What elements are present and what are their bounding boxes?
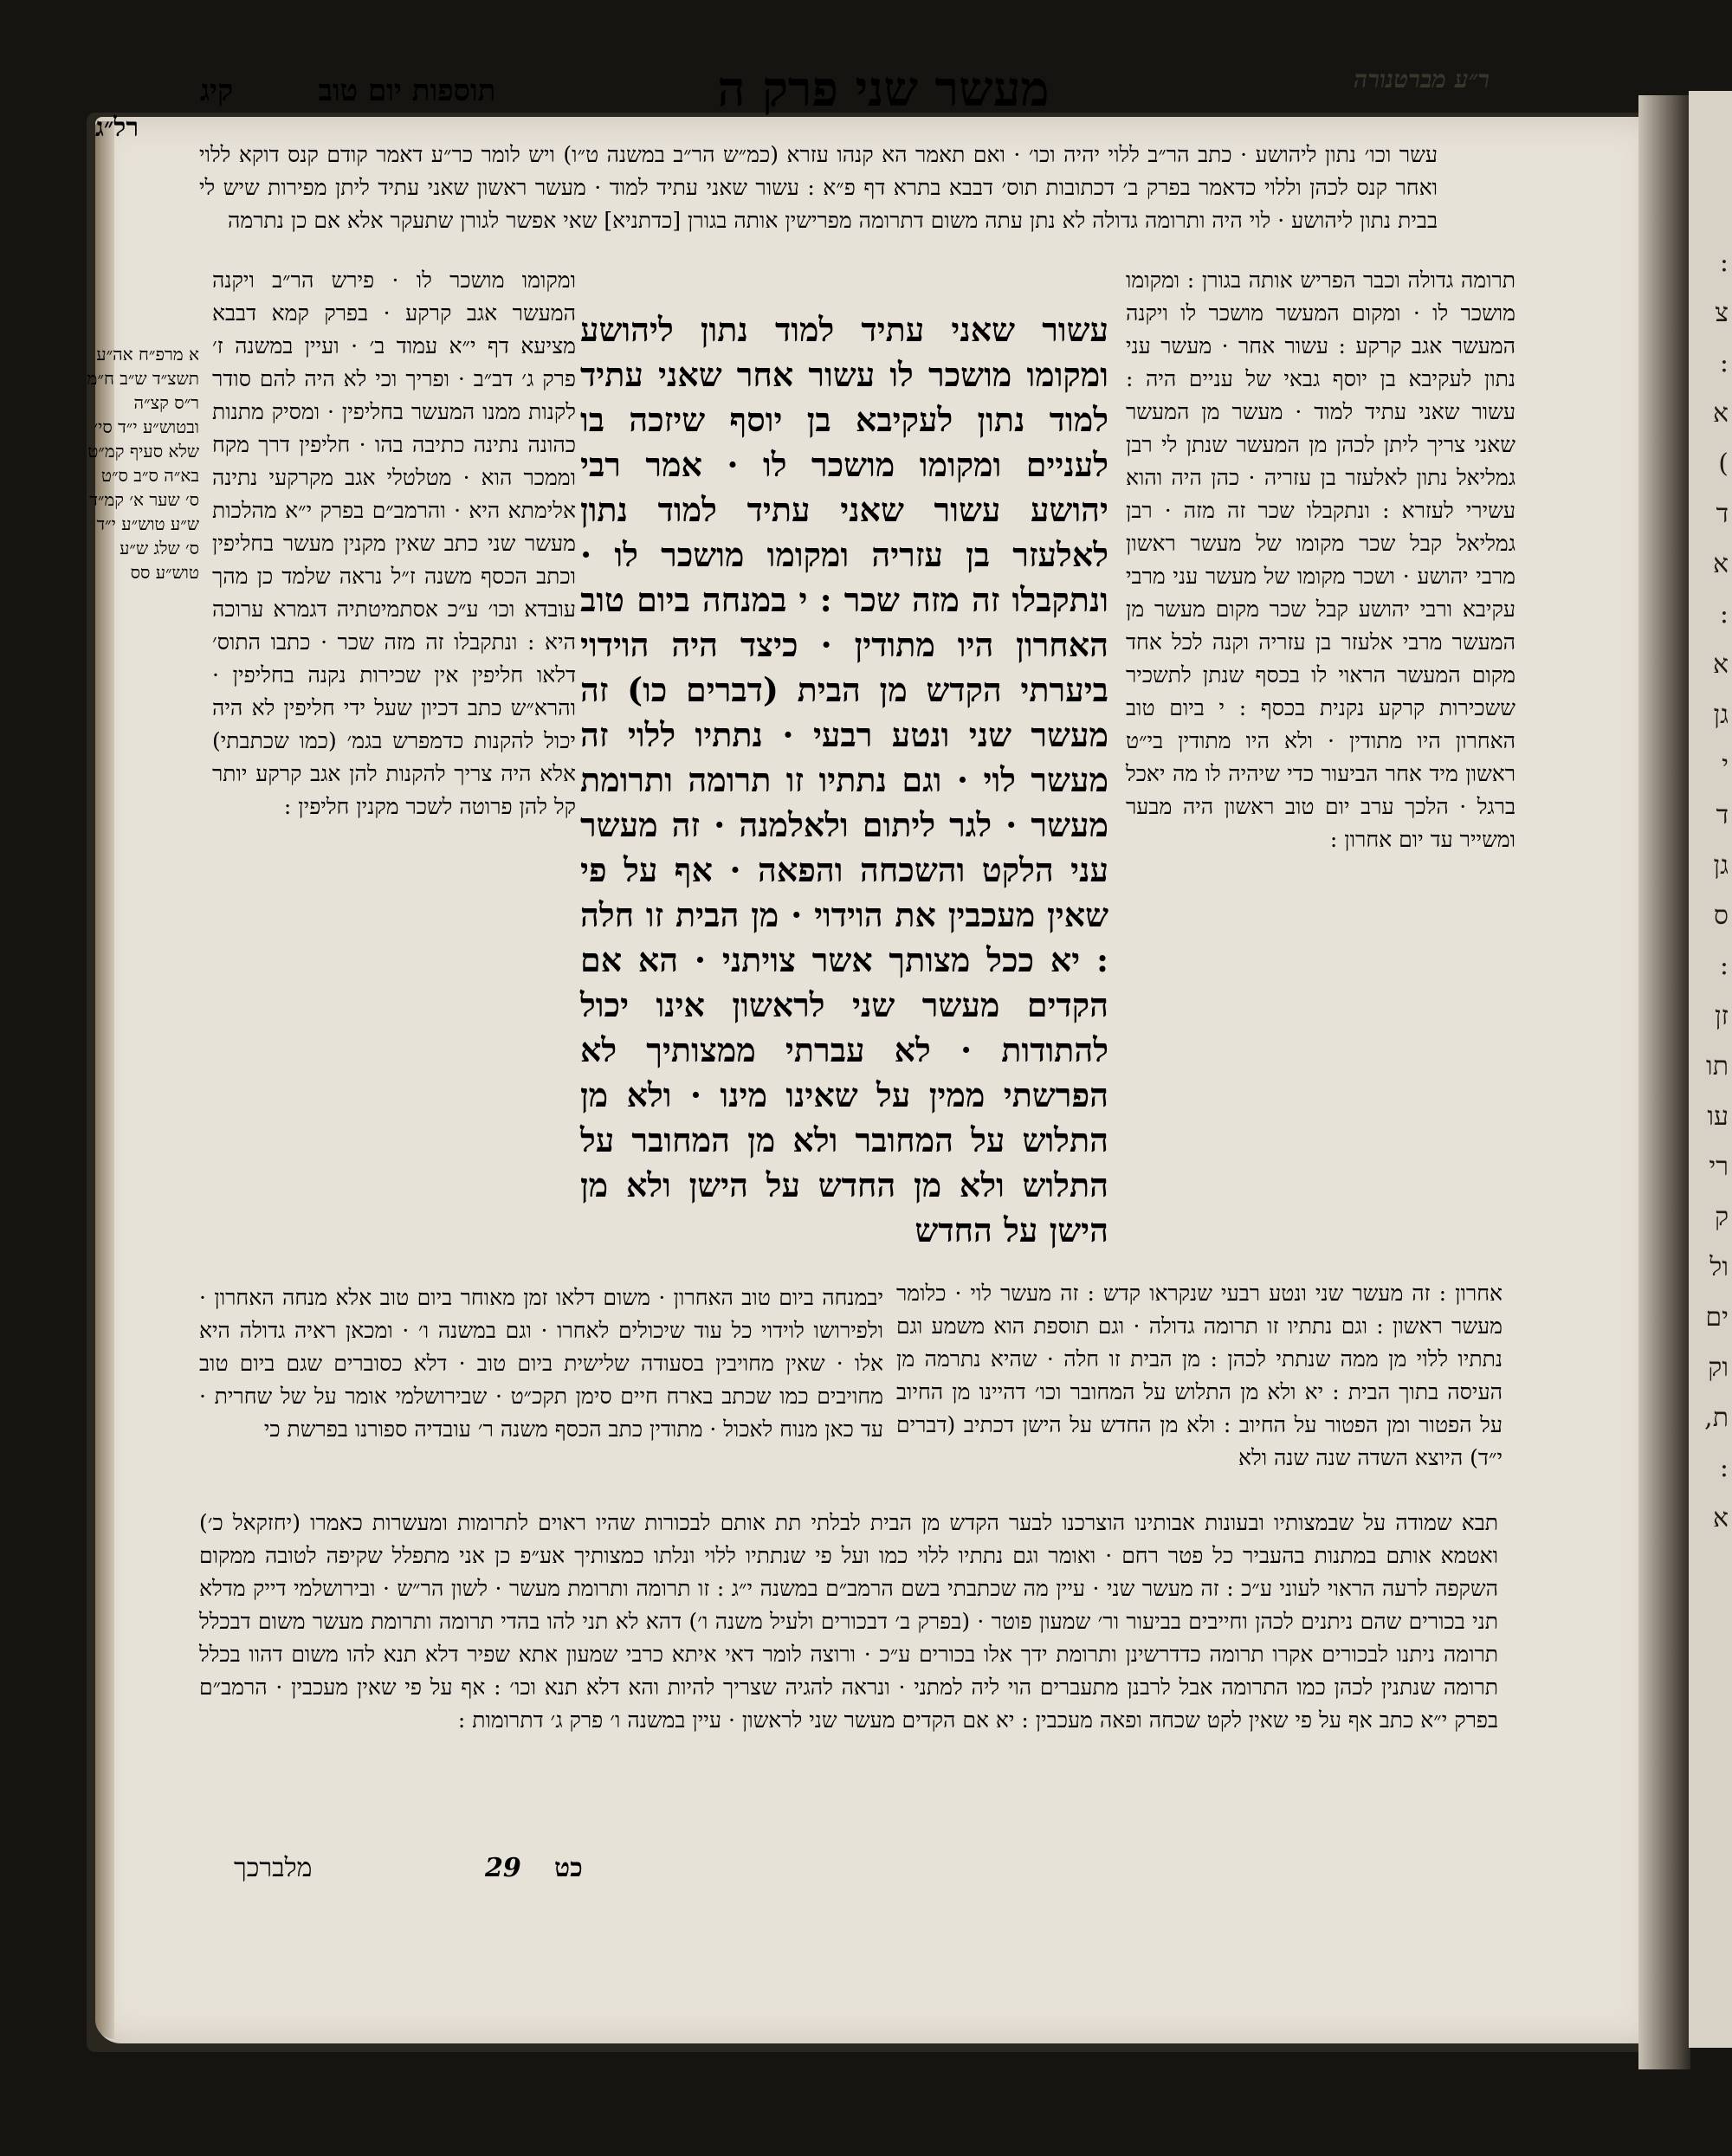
- catchword: מלברכך: [234, 1853, 313, 1883]
- tosafot-continuation: יבמנחה ביום טוב האחרון · משום דלאו זמן מאוחר ביום טוב אלא מנחה האחרון · ולפירושו לוידוי כל עוד שיכולים לאחרו · וגם במשנה ו׳ · ומכאן ראיה גדולה היא אלו · שאין מחויבין בסעודה שלישית ביום טוב · דלא כסוברים שגם ביום טוב מחויבים כמו שכתב בארח חיים סימן תקכ״ט · שבירושלמי אומר על של שחרית · עד כאן מנוח לאכול · מתודין כתב הכסף משנה ר׳ עובדיה ספורנו בפרשת כי: [199, 1285, 883, 1442]
- running-header-right: ר״ע מברטנורה: [1354, 65, 1490, 94]
- facing-page-edge: [1689, 91, 1732, 2048]
- signature-mark: כט: [554, 1853, 583, 1883]
- book-gutter: [1638, 95, 1690, 2069]
- bottom-commentary: תבא שמודה על שבמצותיו ובעונות אבותינו הוצרכנו לבער הקדש מן הבית לבלתי תת אותם לבכורות שהיו ראוים לתרומות ומעשרות כאמרו (יחזקאל כ׳) ואטמא אותם במתנות בהעביר כל פטר רחם · ואומר וגם נתתיו ללוי כמו ועל פי שנתתיו ללוי ונלתו כמצותיך אע״פ כן אני מתפלל שקיפה לטובה ממקום השקפה לרעה הראוי לעוני ע״כ : זה מעשר שני · עיין מה שכתבתי בשם הרמב״ם במשנה י״ג : זו תרומה ותרומת מעשר · לשון הר״ש · ובירושלמי דייק מדלא תני בכורים שהם ניתנים לכהן וחייבים בביעור ור׳ שמעון פוטר · (בפרק ב׳ דבכורים ולעיל משנה ו׳) דהא לא תני להו בהדי תרומה ותרומת מעשר משום דבכלל תרומה ניתנו לבכורים אקרו תרומה כדדרשינן ותרומת ידך אלו בכורים ע״כ · ורוצה לומר דאי איתא כרבי שמעון אתא שפיר דלא תנא להו משום דהוו בכלל תרומה שנתנין לכהן כמו התרומה אבל לרבנן מתעברים הוי ליה למתני · ונראה להגיה שצריך להיות והא דלא תנא וכו׳ : אף על פי שאין מעכבין · הרמב״ם בפרק י״א כתב אף על פי שאין לקט שכחה ופאה מעכבין : יא אם הקדים מעשר שני לראשון · עיין במשנה ו׳ פרק ג׳ דתרומות :: [199, 1510, 1498, 1733]
- facing-page-text: : צ : א ) ד א : א גן י ד גן ס : זן תו עו רי ק ול ים וק ת, : א: [1704, 248, 1729, 1533]
- margin-references: א מרפ״ח אה״ע תשצ״ד ש״ב ח״מ ר״ס קצ״ה ובטוש״ע י״ד סי׳ שלא סעיף קמ״ט בא״ה ס״ב ס״ט ס׳ שער א׳ קמ״ד ש״ע טוש״ע י״ד ס׳ שלג ש״ע טוש״ע סס: [87, 344, 199, 583]
- commentary-title: תוספות יום טוב: [318, 74, 496, 108]
- corner-mark: רל״ג: [95, 113, 139, 143]
- page-title: מעשר שני פרק ה: [717, 61, 1050, 118]
- tosafot-commentary: ומקומו מושכר לו · פירש הר״ב ויקנה המעשר אגב קרקע · בפרק קמא דבבא מציעא דף י״א עמוד ב׳ · ועיין במשנה ז׳ פרק ג׳ דב״ב · ופריך וכי לא היה להם סודר לקנות ממנו המעשר בחליפין · ומסיק מתנות כהונה נתינה כתיבה בהו · חליפין דרך מקח וממכר הוא · מטלטלי אגב מקרקעי נתינה אלימתא היא · והרמב״ם בפרק י״א מהלכות מעשר שני כתב שאין מקנין מעשר בחליפין וכתב הכסף משנה ז״ל נראה שלמד כן מהך עובדא וכו׳ ע״כ אסתמיטתיה דגמרא ערוכה היא : ונתקבלו זה מזה שכר · כתבו התוס׳ דלאו חליפין אין שכירות נקנה בחליפין · והרא״ש כתב דכיון שעל ידי חליפין לא היה יכול להקנות כדמפרש בגמ׳ (כמו שכתבתי) אלא היה צריך להקנות להן אגב קרקע יותר קל להן פרוטה לשכר מקנין חליפין :: [212, 268, 576, 819]
- top-commentary: עשר וכו׳ נתון ליהושע · כתב הר״ב ללוי יהיה וכו׳ · ואם תאמר הא קנהו עזרא (כמ״ש הר״ב במשנה ט״ו) ויש לומר כר״ע דאמר קודם קנס דוקא ללוי ואחר קנס לכהן וללוי כדאמר בפרק ב׳ דכתובות תוס׳ דבבא בתרא דף פ״א : עשור שאני עתיד למוד · מעשר ראשון שאני עתיד ליתן מפירות שיש לי בבית נתון ליהושע · לוי היה ותרומה גדולה לא נתן עתה משום דתרומה מפרישין אותה בגורן [כדתניא] שאי אפשר לגורן שתעקר אלא אם כן נתרמה: [199, 142, 1438, 233]
- mishnah-text: עשור שאני עתיד למוד נתון ליהושע ומקומו מושכר לו עשור אחר שאני עתיד למוד נתון לעקיבא בן יוסף שיזכה בו לעניים ומקומו מושכר לו · אמר רבי יהושע עשור שאני עתיד למוד נתון לאלעזר בן עזריה ומקומו מושכר לו · ונתקבלו זה מזה שכר : י במנחה ביום טוב האחרון היו מתודין · כיצד היה הוידוי ביערתי הקדש מן הבית (דברים כו) זה מעשר שני ונטע רבעי · נתתיו ללוי זה מעשר לוי · וגם נתתיו זו תרומה ותרומת מעשר · לגר ליתום ולאלמנה · זה מעשר עני הלקט והשכחה והפאה · אף על פי שאין מעכבין את הוידוי · מן הבית זו חלה : יא ככל מצותך אשר צויתני · הא אם הקדים מעשר שני לראשון אינו יכול להתודות · לא עברתי ממצותיך לא הפרשתי ממין על שאינו מינו · ולא מן התלוש על המחובר ולא מן המחובר על התלוש ולא מן החדש על הישן ולא מן הישן על החדש: [580, 310, 1108, 1249]
- bartenura-commentary: תרומה גדולה וכבר הפריש אותה בגורן : ומקומו מושכר לו · ומקום המעשר מושכר לו ויקנה המעשר אגב קרקע : עשור אחר · מעשר עני נתון לעקיבא בן יוסף גבאי של עניים היה : עשור שאני עתיד למוד · מעשר מן המעשר שאני צריך ליתן לכהן מן המעשר שנתן לי רבן גמליאל נתון לאלעזר בן עזריה · כהן היה והוא עשירי לעזרא : ונתקבלו שכר זה מזה · רבן גמליאל קבל שכר מקומו של מעשר ראשון מרבי יהושע · ושכר מקומו של מעשר עני מרבי עקיבא ורבי יהושע קבל שכר מקום מעשר מן המעשר מרבי אלעזר בן עזריה וקנה לכל אחד מקום המעשר הראוי לו בכסף שנתן לתשכיר ששכירות קרקע נקנית בכסף : י ביום טוב האחרון היו מתודין · ולא היו מתודין בי״ט ראשון מיד אחר הביעור כדי שיהיה לו מה יאכל ברגל · הלכך ערב יום טוב ראשון היה מבער ומשייר עד יום אחרון :: [1126, 268, 1516, 852]
- page-letter: קיג: [199, 74, 234, 108]
- bartenura-continuation: אחרון : זה מעשר שני ונטע רבעי שנקראו קדש : זה מעשר לוי · כלומר מעשר ראשון : וגם נתתיו זו תרומה גדולה · וגם תוספת הוא משמע וגם נתתיו ללוי מן ממה שנתתי לכהן : מן הבית זו חלה · שהיא נתרמה מן העיסה בתוך הבית : יא ולא מן התלוש על המחובר וכו׳ דהיינו מן החיוב על הפטור ומן הפטור על החיוב : ולא מן החדש על הישן דכתיב (דברים י״ד) היוצא השדה שנה שנה ולא: [896, 1281, 1503, 1470]
- page-number: 29: [485, 1853, 521, 1883]
